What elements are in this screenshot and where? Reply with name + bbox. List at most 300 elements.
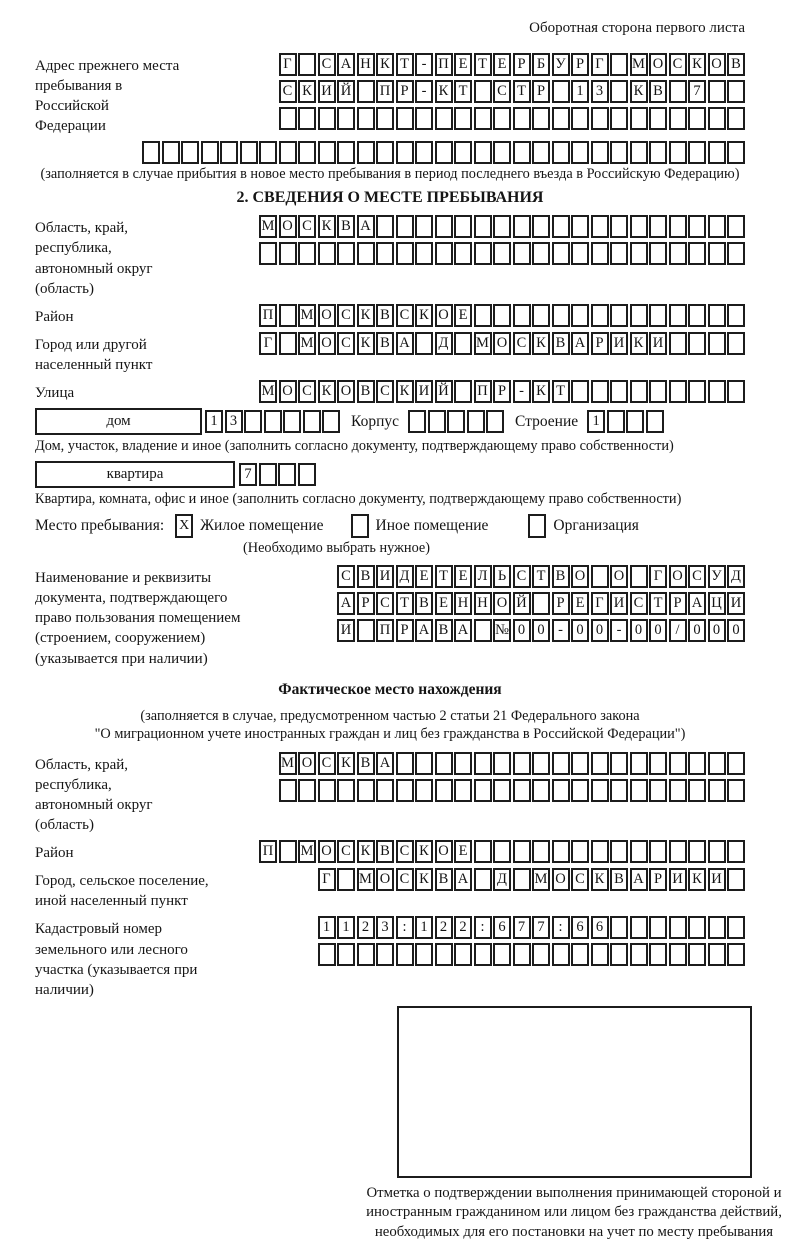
char-box[interactable]: А [396, 332, 414, 355]
char-box[interactable]: А [337, 592, 355, 615]
char-box[interactable] [303, 410, 321, 433]
char-box[interactable]: С [669, 53, 687, 76]
char-box[interactable]: В [415, 592, 433, 615]
char-box[interactable]: С [493, 80, 511, 103]
char-box[interactable] [626, 410, 644, 433]
char-box[interactable]: - [552, 619, 570, 642]
char-box[interactable]: С [298, 380, 316, 403]
char-box[interactable]: В [435, 619, 453, 642]
char-box[interactable] [493, 215, 511, 238]
char-box[interactable]: 2 [454, 916, 472, 939]
char-box[interactable]: С [396, 304, 414, 327]
char-box[interactable]: Р [396, 619, 414, 642]
char-box[interactable]: А [630, 868, 648, 891]
char-box[interactable] [571, 304, 589, 327]
char-box[interactable] [513, 840, 531, 863]
char-box[interactable]: Е [454, 304, 472, 327]
char-box[interactable] [630, 242, 648, 265]
char-box[interactable] [591, 215, 609, 238]
char-box[interactable]: С [513, 332, 531, 355]
char-box[interactable] [513, 242, 531, 265]
char-box[interactable]: Е [454, 840, 472, 863]
char-box[interactable]: Т [435, 565, 453, 588]
char-box[interactable]: К [415, 304, 433, 327]
char-box[interactable]: М [298, 304, 316, 327]
char-box[interactable] [298, 779, 316, 802]
char-box[interactable] [649, 304, 667, 327]
char-box[interactable] [610, 242, 628, 265]
char-box[interactable]: Р [493, 380, 511, 403]
char-box[interactable]: О [493, 592, 511, 615]
char-box[interactable] [591, 380, 609, 403]
char-box[interactable] [727, 80, 745, 103]
char-box[interactable] [649, 380, 667, 403]
char-box[interactable]: Н [357, 53, 375, 76]
char-box[interactable]: С [337, 565, 355, 588]
char-box[interactable]: О [571, 565, 589, 588]
char-box[interactable] [649, 916, 667, 939]
char-box[interactable] [435, 107, 453, 130]
char-box[interactable] [630, 943, 648, 966]
char-box[interactable] [669, 107, 687, 130]
char-box[interactable] [454, 943, 472, 966]
char-box[interactable]: : [396, 916, 414, 939]
char-box[interactable] [376, 215, 394, 238]
char-box[interactable] [240, 141, 258, 164]
char-box[interactable]: В [727, 53, 745, 76]
char-box[interactable]: С [630, 592, 648, 615]
char-box[interactable] [610, 380, 628, 403]
char-box[interactable]: В [552, 565, 570, 588]
char-box[interactable]: И [727, 592, 745, 615]
char-box[interactable]: 7 [513, 916, 531, 939]
char-box[interactable] [474, 215, 492, 238]
char-box[interactable] [669, 215, 687, 238]
char-box[interactable]: О [279, 380, 297, 403]
char-box[interactable]: 1 [571, 80, 589, 103]
char-box[interactable]: К [630, 332, 648, 355]
char-box[interactable]: Р [591, 332, 609, 355]
char-box[interactable] [396, 242, 414, 265]
char-box[interactable]: Г [318, 868, 336, 891]
char-box[interactable] [571, 840, 589, 863]
char-box[interactable] [415, 215, 433, 238]
char-box[interactable] [688, 332, 706, 355]
char-box[interactable] [610, 141, 628, 164]
char-box[interactable]: О [708, 53, 726, 76]
char-box[interactable]: 0 [630, 619, 648, 642]
char-box[interactable]: А [454, 619, 472, 642]
char-box[interactable] [513, 752, 531, 775]
char-box[interactable]: 7 [532, 916, 550, 939]
char-box[interactable] [610, 304, 628, 327]
char-box[interactable] [467, 410, 485, 433]
char-box[interactable]: 0 [708, 619, 726, 642]
char-box[interactable]: Т [396, 53, 414, 76]
char-box[interactable] [591, 779, 609, 802]
char-box[interactable] [513, 107, 531, 130]
char-box[interactable]: Д [435, 332, 453, 355]
char-box[interactable] [571, 242, 589, 265]
char-box[interactable] [688, 779, 706, 802]
char-box[interactable]: - [610, 619, 628, 642]
char-box[interactable]: 7 [239, 463, 257, 486]
char-box[interactable] [298, 463, 316, 486]
char-box[interactable]: 1 [205, 410, 223, 433]
char-box[interactable] [454, 779, 472, 802]
char-box[interactable] [415, 332, 433, 355]
char-box[interactable] [649, 943, 667, 966]
char-box[interactable]: С [318, 53, 336, 76]
char-box[interactable]: Д [493, 868, 511, 891]
char-box[interactable] [727, 916, 745, 939]
char-box[interactable] [571, 380, 589, 403]
char-box[interactable] [454, 107, 472, 130]
char-box[interactable]: О [435, 304, 453, 327]
char-box[interactable] [532, 752, 550, 775]
char-box[interactable] [708, 242, 726, 265]
char-box[interactable]: Д [396, 565, 414, 588]
char-box[interactable] [357, 619, 375, 642]
char-box[interactable]: К [318, 380, 336, 403]
char-box[interactable]: Т [474, 53, 492, 76]
char-box[interactable] [376, 242, 394, 265]
char-box[interactable] [688, 840, 706, 863]
char-box[interactable] [322, 410, 340, 433]
char-box[interactable] [532, 242, 550, 265]
char-box[interactable]: 6 [493, 916, 511, 939]
char-box[interactable]: Г [259, 332, 277, 355]
char-box[interactable]: А [337, 53, 355, 76]
char-box[interactable] [454, 332, 472, 355]
char-box[interactable]: - [415, 80, 433, 103]
char-box[interactable] [591, 752, 609, 775]
char-box[interactable] [415, 779, 433, 802]
char-box[interactable] [649, 779, 667, 802]
char-box[interactable]: А [376, 752, 394, 775]
char-box[interactable]: О [493, 332, 511, 355]
char-box[interactable] [493, 304, 511, 327]
char-box[interactable] [396, 141, 414, 164]
char-box[interactable] [727, 868, 745, 891]
char-box[interactable] [630, 141, 648, 164]
char-box[interactable] [727, 141, 745, 164]
char-box[interactable]: А [415, 619, 433, 642]
char-box[interactable]: А [454, 868, 472, 891]
char-box[interactable] [396, 107, 414, 130]
char-box[interactable]: М [630, 53, 648, 76]
char-box[interactable]: П [435, 53, 453, 76]
char-box[interactable] [493, 107, 511, 130]
char-box[interactable] [591, 565, 609, 588]
char-box[interactable]: О [552, 868, 570, 891]
char-box[interactable] [708, 752, 726, 775]
char-box[interactable] [591, 141, 609, 164]
char-box[interactable]: О [376, 868, 394, 891]
char-box[interactable] [646, 410, 664, 433]
char-box[interactable]: М [532, 868, 550, 891]
char-box[interactable] [669, 80, 687, 103]
char-box[interactable]: С [396, 868, 414, 891]
char-box[interactable]: 7 [688, 80, 706, 103]
char-box[interactable]: И [610, 332, 628, 355]
char-box[interactable] [727, 304, 745, 327]
char-box[interactable] [649, 141, 667, 164]
char-box[interactable]: С [688, 565, 706, 588]
char-box[interactable] [493, 141, 511, 164]
char-box[interactable] [552, 779, 570, 802]
char-box[interactable] [396, 215, 414, 238]
char-box[interactable]: 1 [318, 916, 336, 939]
char-box[interactable] [610, 916, 628, 939]
char-box[interactable] [493, 779, 511, 802]
char-box[interactable] [376, 943, 394, 966]
char-box[interactable]: Е [571, 592, 589, 615]
char-box[interactable]: С [376, 592, 394, 615]
char-box[interactable]: О [318, 332, 336, 355]
char-box[interactable] [649, 752, 667, 775]
char-box[interactable]: П [259, 304, 277, 327]
char-box[interactable]: Н [474, 592, 492, 615]
char-box[interactable]: М [259, 380, 277, 403]
char-box[interactable]: К [298, 80, 316, 103]
char-box[interactable]: И [669, 868, 687, 891]
char-box[interactable]: К [415, 840, 433, 863]
char-box[interactable] [610, 53, 628, 76]
char-box[interactable] [727, 332, 745, 355]
char-box[interactable]: Р [396, 80, 414, 103]
char-box[interactable]: С [396, 840, 414, 863]
char-box[interactable] [337, 141, 355, 164]
char-box[interactable] [708, 916, 726, 939]
char-box[interactable] [552, 752, 570, 775]
char-box[interactable] [708, 840, 726, 863]
char-box[interactable] [201, 141, 219, 164]
char-box[interactable]: 3 [591, 80, 609, 103]
char-box[interactable] [318, 242, 336, 265]
char-box[interactable]: Й [513, 592, 531, 615]
char-box[interactable] [283, 410, 301, 433]
char-box[interactable] [727, 380, 745, 403]
char-box[interactable] [669, 840, 687, 863]
char-box[interactable] [610, 107, 628, 130]
char-box[interactable] [435, 215, 453, 238]
char-box[interactable] [571, 752, 589, 775]
char-box[interactable] [513, 141, 531, 164]
char-box[interactable] [669, 752, 687, 775]
char-box[interactable]: В [376, 840, 394, 863]
char-box[interactable] [532, 141, 550, 164]
char-box[interactable]: О [435, 840, 453, 863]
char-box[interactable] [474, 619, 492, 642]
char-box[interactable] [727, 752, 745, 775]
char-box[interactable] [607, 410, 625, 433]
char-box[interactable]: Е [415, 565, 433, 588]
char-box[interactable] [669, 242, 687, 265]
char-box[interactable]: А [357, 215, 375, 238]
char-box[interactable] [532, 107, 550, 130]
char-box[interactable]: Е [454, 565, 472, 588]
char-box[interactable] [396, 752, 414, 775]
char-box[interactable]: - [513, 380, 531, 403]
char-box[interactable]: С [376, 380, 394, 403]
char-box[interactable]: С [337, 840, 355, 863]
char-box[interactable] [669, 304, 687, 327]
char-box[interactable]: В [376, 332, 394, 355]
char-box[interactable]: С [337, 304, 355, 327]
char-box[interactable] [727, 779, 745, 802]
char-box[interactable]: 0 [571, 619, 589, 642]
char-box[interactable] [259, 242, 277, 265]
char-box[interactable] [454, 141, 472, 164]
char-box[interactable]: 2 [435, 916, 453, 939]
char-box[interactable]: У [552, 53, 570, 76]
char-box[interactable] [708, 80, 726, 103]
char-box[interactable]: О [669, 565, 687, 588]
checkbox-other-premises[interactable] [351, 514, 369, 538]
checkbox-residential[interactable]: X [175, 514, 193, 538]
char-box[interactable]: К [532, 332, 550, 355]
char-box[interactable]: Г [591, 592, 609, 615]
char-box[interactable]: В [337, 215, 355, 238]
char-box[interactable] [298, 141, 316, 164]
char-box[interactable]: Р [513, 53, 531, 76]
char-box[interactable] [513, 304, 531, 327]
char-box[interactable]: 6 [571, 916, 589, 939]
char-box[interactable] [493, 242, 511, 265]
char-box[interactable] [181, 141, 199, 164]
char-box[interactable]: В [552, 332, 570, 355]
char-box[interactable] [454, 380, 472, 403]
char-box[interactable] [610, 80, 628, 103]
char-box[interactable] [552, 215, 570, 238]
char-box[interactable] [610, 215, 628, 238]
char-box[interactable]: И [318, 80, 336, 103]
char-box[interactable]: В [610, 868, 628, 891]
char-box[interactable] [727, 242, 745, 265]
char-box[interactable]: К [688, 53, 706, 76]
char-box[interactable]: С [337, 332, 355, 355]
char-box[interactable]: П [376, 80, 394, 103]
char-box[interactable] [708, 943, 726, 966]
char-box[interactable] [571, 943, 589, 966]
char-box[interactable] [552, 943, 570, 966]
char-box[interactable]: Т [513, 80, 531, 103]
char-box[interactable]: Г [591, 53, 609, 76]
char-box[interactable] [610, 779, 628, 802]
char-box[interactable] [142, 141, 160, 164]
char-box[interactable]: 6 [591, 916, 609, 939]
char-box[interactable] [474, 752, 492, 775]
char-box[interactable]: И [610, 592, 628, 615]
char-box[interactable] [279, 840, 297, 863]
char-box[interactable]: К [318, 215, 336, 238]
char-box[interactable] [532, 592, 550, 615]
char-box[interactable]: Р [552, 592, 570, 615]
char-box[interactable]: 3 [376, 916, 394, 939]
char-box[interactable] [415, 141, 433, 164]
char-box[interactable]: № [493, 619, 511, 642]
char-box[interactable] [493, 943, 511, 966]
char-box[interactable] [264, 410, 282, 433]
char-box[interactable] [435, 943, 453, 966]
char-box[interactable]: Т [454, 80, 472, 103]
char-box[interactable] [435, 752, 453, 775]
char-box[interactable]: О [298, 752, 316, 775]
char-box[interactable]: К [357, 304, 375, 327]
char-box[interactable] [279, 141, 297, 164]
char-box[interactable] [408, 410, 426, 433]
char-box[interactable]: И [376, 565, 394, 588]
char-box[interactable] [727, 943, 745, 966]
char-box[interactable] [630, 840, 648, 863]
char-box[interactable]: В [376, 304, 394, 327]
char-box[interactable] [688, 380, 706, 403]
char-box[interactable] [571, 779, 589, 802]
char-box[interactable] [298, 53, 316, 76]
char-box[interactable] [532, 943, 550, 966]
char-box[interactable]: 1 [415, 916, 433, 939]
char-box[interactable] [688, 916, 706, 939]
char-box[interactable]: Й [337, 80, 355, 103]
char-box[interactable]: У [708, 565, 726, 588]
char-box[interactable] [708, 380, 726, 403]
char-box[interactable] [298, 242, 316, 265]
char-box[interactable]: М [279, 752, 297, 775]
char-box[interactable] [552, 107, 570, 130]
char-box[interactable]: Г [279, 53, 297, 76]
char-box[interactable] [591, 242, 609, 265]
char-box[interactable] [708, 141, 726, 164]
char-box[interactable] [357, 80, 375, 103]
char-box[interactable] [630, 916, 648, 939]
char-box[interactable] [474, 943, 492, 966]
char-box[interactable] [337, 779, 355, 802]
char-box[interactable]: Е [454, 53, 472, 76]
char-box[interactable]: Б [532, 53, 550, 76]
char-box[interactable]: Т [649, 592, 667, 615]
char-box[interactable] [708, 107, 726, 130]
char-box[interactable] [447, 410, 465, 433]
char-box[interactable]: И [337, 619, 355, 642]
char-box[interactable] [669, 332, 687, 355]
char-box[interactable] [493, 840, 511, 863]
char-box[interactable]: О [610, 565, 628, 588]
char-box[interactable] [486, 410, 504, 433]
char-box[interactable] [454, 242, 472, 265]
char-box[interactable] [513, 215, 531, 238]
char-box[interactable]: С [298, 215, 316, 238]
char-box[interactable] [532, 304, 550, 327]
char-box[interactable] [727, 107, 745, 130]
char-box[interactable] [532, 779, 550, 802]
char-box[interactable] [337, 943, 355, 966]
char-box[interactable] [649, 840, 667, 863]
char-box[interactable] [591, 840, 609, 863]
char-box[interactable]: 0 [532, 619, 550, 642]
char-box[interactable]: С [279, 80, 297, 103]
char-box[interactable] [591, 304, 609, 327]
char-box[interactable] [552, 840, 570, 863]
char-box[interactable]: О [279, 215, 297, 238]
char-box[interactable]: Е [493, 53, 511, 76]
char-box[interactable] [279, 304, 297, 327]
char-box[interactable]: С [513, 565, 531, 588]
char-box[interactable]: И [708, 868, 726, 891]
char-box[interactable] [415, 242, 433, 265]
char-box[interactable] [610, 752, 628, 775]
char-box[interactable]: К [415, 868, 433, 891]
